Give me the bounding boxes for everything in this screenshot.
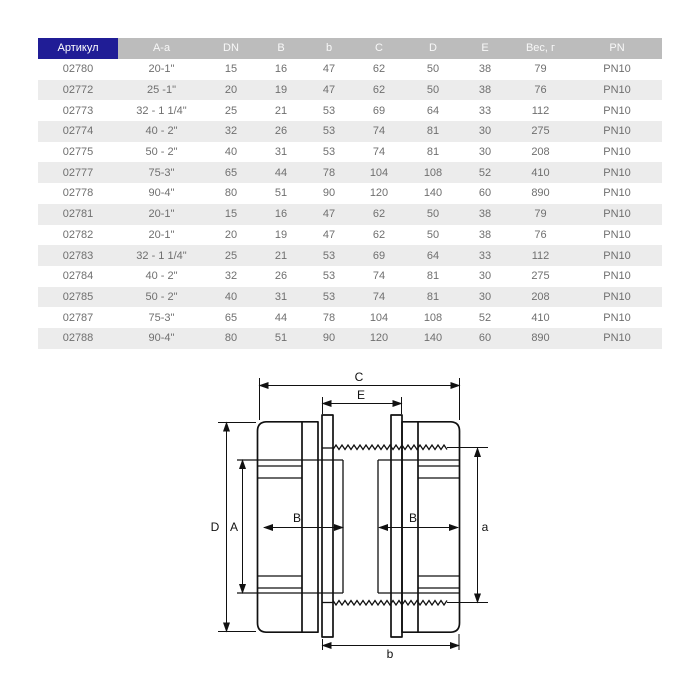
table-cell: 62 <box>372 228 386 241</box>
table-cell: 38 <box>478 208 492 221</box>
table-cell: 65 <box>224 311 238 324</box>
table-cell: 02773 <box>62 104 94 117</box>
table-cell: 20 <box>224 228 238 241</box>
dim-label-C: C <box>354 370 364 384</box>
table-cell: 890 <box>531 187 550 200</box>
table-cell: 53 <box>322 249 336 262</box>
table-cell: 208 <box>531 146 550 159</box>
table-cell: 47 <box>322 208 336 221</box>
table-cell: 75-3" <box>148 311 175 324</box>
dim-label-B-right: B <box>408 511 418 525</box>
table-cell: 02784 <box>62 270 94 283</box>
dim-label-a: a <box>481 520 489 534</box>
table-cell: 81 <box>426 146 440 159</box>
table-cell: 104 <box>369 166 389 179</box>
table-cell: 78 <box>322 311 336 324</box>
table-cell: 75-3" <box>148 166 175 179</box>
table-cell: 32 <box>224 125 238 138</box>
table-cell: 410 <box>531 311 550 324</box>
table-cell: 16 <box>274 208 288 221</box>
table-cell: 02772 <box>62 84 94 97</box>
table-cell: 21 <box>274 249 288 262</box>
table-cell: 51 <box>274 332 288 345</box>
table-cell: 30 <box>478 146 492 159</box>
table-cell: 16 <box>274 63 288 76</box>
table-cell: 208 <box>531 290 550 303</box>
table-cell: 02778 <box>62 187 94 200</box>
table-cell: 90-4" <box>148 332 175 345</box>
dim-label-B-left: B <box>292 511 302 525</box>
table-cell: 79 <box>534 208 547 221</box>
table-cell: 74 <box>372 290 386 303</box>
table-cell: 53 <box>322 290 336 303</box>
table-cell: 02782 <box>62 228 94 241</box>
table-cell: 33 <box>478 249 492 262</box>
table-cell: 30 <box>478 290 492 303</box>
table-cell: 50 <box>426 208 440 221</box>
table-cell: 60 <box>478 332 492 345</box>
table-cell: 30 <box>478 270 492 283</box>
table-cell: 51 <box>274 187 288 200</box>
table-cell: 02780 <box>62 63 94 76</box>
header-a-a: A-a <box>118 38 205 59</box>
table-cell: 74 <box>372 146 386 159</box>
table-cell: 02787 <box>62 311 94 324</box>
table-cell: 65 <box>224 166 238 179</box>
table-cell: 47 <box>322 84 336 97</box>
table-cell: 90 <box>322 332 336 345</box>
table-cell: 02788 <box>62 332 94 345</box>
table-cell: 108 <box>423 166 443 179</box>
table-cell: 30 <box>478 125 492 138</box>
table-cell: 62 <box>372 63 386 76</box>
table-cell: 31 <box>274 146 288 159</box>
table-cell: 60 <box>478 187 492 200</box>
table-cell: 50 - 2" <box>145 146 178 159</box>
table-cell: 80 <box>224 332 238 345</box>
table-cell: 79 <box>534 63 547 76</box>
header-e: E <box>461 38 509 59</box>
table-cell: PN10 <box>603 249 631 262</box>
header-b-lower: b <box>305 38 353 59</box>
table-cell: 20-1" <box>148 63 175 76</box>
table-cell: 20-1" <box>148 228 175 241</box>
table-cell: PN10 <box>603 166 631 179</box>
table-cell: PN10 <box>603 332 631 345</box>
table-cell: 31 <box>274 290 288 303</box>
table-cell: 32 - 1 1/4" <box>136 104 187 117</box>
table-cell: 21 <box>274 104 288 117</box>
table-cell: 78 <box>322 166 336 179</box>
table-cell: 19 <box>274 84 288 97</box>
table-cell: 69 <box>372 104 386 117</box>
table-cell: 90 <box>322 187 336 200</box>
table-cell: 02774 <box>62 125 94 138</box>
table-cell: 104 <box>369 311 389 324</box>
table-cell: 33 <box>478 104 492 117</box>
table-cell: 76 <box>534 84 547 97</box>
table-cell: 62 <box>372 84 386 97</box>
table-cell: 26 <box>274 270 288 283</box>
table-cell: 890 <box>531 332 550 345</box>
table-cell: 81 <box>426 290 440 303</box>
table-cell: 44 <box>274 166 288 179</box>
table-cell: 81 <box>426 270 440 283</box>
table-cell: 38 <box>478 84 492 97</box>
table-cell: 40 <box>224 146 238 159</box>
header-pn: PN <box>572 38 662 59</box>
table-cell: PN10 <box>603 146 631 159</box>
table-cell: 32 <box>224 270 238 283</box>
table-cell: PN10 <box>603 290 631 303</box>
table-cell: 53 <box>322 270 336 283</box>
table-cell: 20 <box>224 84 238 97</box>
table-cell: 53 <box>322 104 336 117</box>
table-cell: 64 <box>426 249 440 262</box>
table-cell: 38 <box>478 63 492 76</box>
table-cell: 19 <box>274 228 288 241</box>
table-cell: 40 - 2" <box>145 125 178 138</box>
table-cell: 410 <box>531 166 550 179</box>
table-cell: 120 <box>369 332 389 345</box>
table-cell: PN10 <box>603 311 631 324</box>
table-cell: 74 <box>372 270 386 283</box>
table-cell: 25 <box>224 249 238 262</box>
table-cell: 50 <box>426 228 440 241</box>
table-cell: 53 <box>322 125 336 138</box>
table-cell: 47 <box>322 228 336 241</box>
table-cell: 74 <box>372 125 386 138</box>
table-cell: 64 <box>426 104 440 117</box>
table-cell: PN10 <box>603 270 631 283</box>
table-cell: 15 <box>224 63 238 76</box>
table-cell: 81 <box>426 125 440 138</box>
dim-label-E: E <box>356 388 366 402</box>
table-cell: PN10 <box>603 63 631 76</box>
table-cell: 02775 <box>62 146 94 159</box>
table-cell: 15 <box>224 208 238 221</box>
table-cell: 50 <box>426 63 440 76</box>
header-c: C <box>353 38 405 59</box>
table-cell: 80 <box>224 187 238 200</box>
table-cell: 32 - 1 1/4" <box>136 249 187 262</box>
table-cell: 26 <box>274 125 288 138</box>
table-cell: 02785 <box>62 290 94 303</box>
table-cell: 69 <box>372 249 386 262</box>
dimension-labels <box>211 370 489 661</box>
header-articul: Артикул <box>38 38 118 59</box>
table-cell: 40 <box>224 290 238 303</box>
header-d: D <box>405 38 461 59</box>
header-b-upper: B <box>257 38 305 59</box>
table-cell: PN10 <box>603 125 631 138</box>
table-cell: PN10 <box>603 104 631 117</box>
table-cell: 20-1" <box>148 208 175 221</box>
table-cell: 50 <box>426 84 440 97</box>
table-cell: 140 <box>423 332 443 345</box>
table-cell: 25 -1" <box>147 84 176 97</box>
table-cell: 25 <box>224 104 238 117</box>
table-cell: 40 - 2" <box>145 270 178 283</box>
header-weight: Вес, г <box>509 38 572 59</box>
table-cell: 52 <box>478 311 492 324</box>
dim-label-D: D <box>210 520 220 534</box>
table-cell: 140 <box>423 187 443 200</box>
table-cell: 90-4" <box>148 187 175 200</box>
table-cell: 62 <box>372 208 386 221</box>
table-cell: 53 <box>322 146 336 159</box>
table-cell: 275 <box>531 125 550 138</box>
table-cell: 120 <box>369 187 389 200</box>
table-cell: 76 <box>534 228 547 241</box>
table-cell: 108 <box>423 311 443 324</box>
table-cell: 02783 <box>62 249 94 262</box>
table-cell: 02781 <box>62 208 94 221</box>
table-cell: 112 <box>531 249 550 262</box>
table-cell: PN10 <box>603 208 631 221</box>
header-dn: DN <box>205 38 257 59</box>
table-cell: 275 <box>531 270 550 283</box>
table-cell: PN10 <box>603 228 631 241</box>
dim-label-b: b <box>386 647 394 661</box>
table-cell: 38 <box>478 228 492 241</box>
table-cell: PN10 <box>603 84 631 97</box>
table-cell: 112 <box>531 104 550 117</box>
table-cell: PN10 <box>603 187 631 200</box>
table-cell: 47 <box>322 63 336 76</box>
dim-label-A: A <box>229 520 239 534</box>
table-cell: 52 <box>478 166 492 179</box>
fitting-body <box>237 415 488 637</box>
table-cell: 50 - 2" <box>145 290 178 303</box>
table-cell: 44 <box>274 311 288 324</box>
table-cell: 02777 <box>62 166 94 179</box>
